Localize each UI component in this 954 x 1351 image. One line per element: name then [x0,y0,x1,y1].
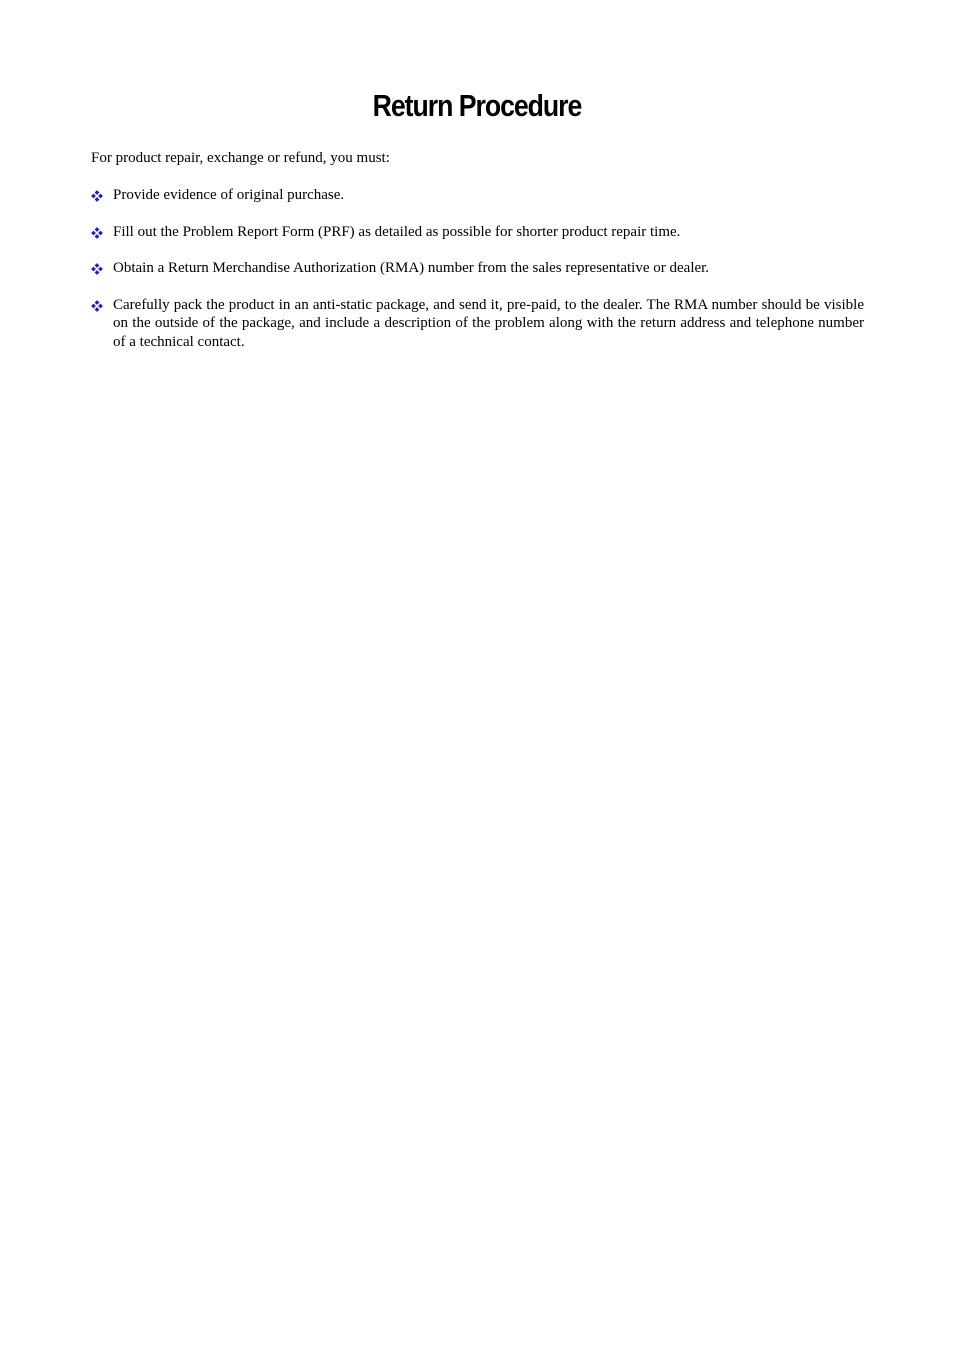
intro-paragraph: For product repair, exchange or refund, you must: [91,150,390,166]
list-item-text: Obtain a Return Merchandise Authorization (RMA) number from the sales representative or dealer. [113,260,710,276]
requirements-list [91,186,864,369]
list-item [91,296,864,352]
list-item-text: Carefully pack the product in an anti-static package, and send it, pre-paid, to the dealer. The RMA number should be visible on the outside of the package, and include a description of the problem along with the return address and telephone number of a technical contact. [113,296,864,350]
list-item [91,186,864,205]
diamond-bullet-icon [91,263,103,275]
diamond-bullet-icon [91,300,103,312]
list-item [91,223,864,242]
diamond-bullet-icon [91,227,103,239]
list-item-text: Provide evidence of original purchase. [113,187,345,203]
list-item [91,259,864,278]
page-title: Return Procedure [372,88,582,123]
diamond-bullet-icon [91,190,103,202]
list-item-text: Fill out the Problem Report Form (PRF) as detailed as possible for shorter product repair time. [113,223,681,240]
